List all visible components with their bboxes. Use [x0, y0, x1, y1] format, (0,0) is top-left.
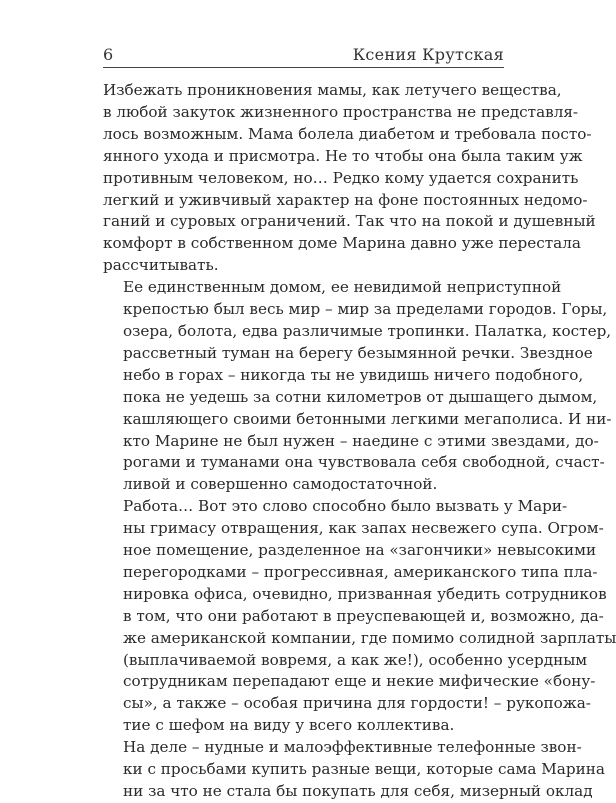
text-line: же американской компании, где помимо солидной зарплаты: [123, 628, 616, 647]
text-line: ки с просьбами купить разные вещи, которые сама Марина: [123, 760, 605, 779]
header-divider: [103, 67, 504, 68]
text-line: рассветный туман на берегу безымянной речки. Звездное: [123, 343, 593, 362]
text-line: На деле – нудные и малоэффективные телефонные звон-: [123, 738, 582, 757]
text-line: ни за что не стала бы покупать для себя, мизерный оклад: [123, 782, 593, 800]
author-name: Ксения Крутская: [352, 45, 504, 64]
text-line: сотрудникам перепадают еще и некие мифические «бону-: [123, 672, 596, 691]
text-line: кто Марине не был нужен – наедине с этими звездами, до-: [123, 431, 599, 450]
text-line: кашляющего своими бетонными легкими мегаполиса. И ни-: [123, 409, 612, 428]
text-line: нировка офиса, очевидно, призванная убедить сотрудников: [123, 584, 607, 603]
text-line: рассчитывать.: [103, 256, 219, 275]
running-head: [103, 38, 504, 64]
text-line: перегородками – прогрессивная, американского типа пла-: [123, 562, 598, 581]
body-text: [103, 80, 616, 803]
text-line: комфорт в собственном доме Марина давно уже перестала: [103, 234, 581, 253]
text-line: в том, что они работают в преуспевающей и, возможно, да-: [123, 606, 604, 625]
text-line: небо в горах – никогда ты не увидишь ничего подобного,: [123, 365, 584, 384]
text-line: (выплачиваемой вовремя, а как же!), особенно усердным: [123, 650, 588, 669]
text-line: рогами и туманами она чувствовала себя свободной, счаст-: [123, 453, 605, 472]
paragraph: [103, 277, 612, 496]
text-line: ное помещение, разделенное на «загончики» невысокими: [123, 541, 597, 560]
text-line: лось возможным. Мама болела диабетом и требовала посто-: [103, 124, 592, 143]
paragraph: [103, 737, 605, 803]
text-line: ганий и суровых ограничений. Так что на покой и душевный: [103, 212, 596, 231]
text-line: крепостью был весь мир – мир за пределами городов. Горы,: [123, 300, 608, 319]
text-line: ливой и совершенно самодостаточной.: [123, 475, 438, 494]
text-line: легкий и уживчивый характер на фоне постоянных недомо-: [103, 190, 588, 209]
paragraph: [103, 496, 616, 737]
paragraph: [103, 80, 596, 277]
text-line: янного ухода и присмотра. Не то чтобы она была таким уж: [103, 146, 583, 165]
page-number: 6: [103, 45, 114, 64]
text-line: озера, болота, едва различимые тропинки. Палатка, костер,: [123, 321, 612, 340]
text-line: Ее единственным домом, ее невидимой неприступной: [123, 278, 562, 297]
text-line: Избежать проникновения мамы, как летучего вещества,: [103, 81, 562, 99]
text-line: тие с шефом на виду у всего коллектива.: [123, 716, 455, 735]
text-line: Работа… Вот это слово способно было вызвать у Мари-: [123, 497, 568, 516]
text-line: пока не уедешь за сотни километров от дышащего дымом,: [123, 387, 598, 406]
text-line: противным человеком, но… Редко кому удается сохранить: [103, 168, 579, 187]
text-line: в любой закуток жизненного пространства не представля-: [103, 102, 579, 121]
text-line: ны гримасу отвращения, как запах несвежего супа. Огром-: [123, 519, 604, 538]
text-line: сы», а также – особая причина для гордости! – рукопожа-: [123, 694, 591, 713]
